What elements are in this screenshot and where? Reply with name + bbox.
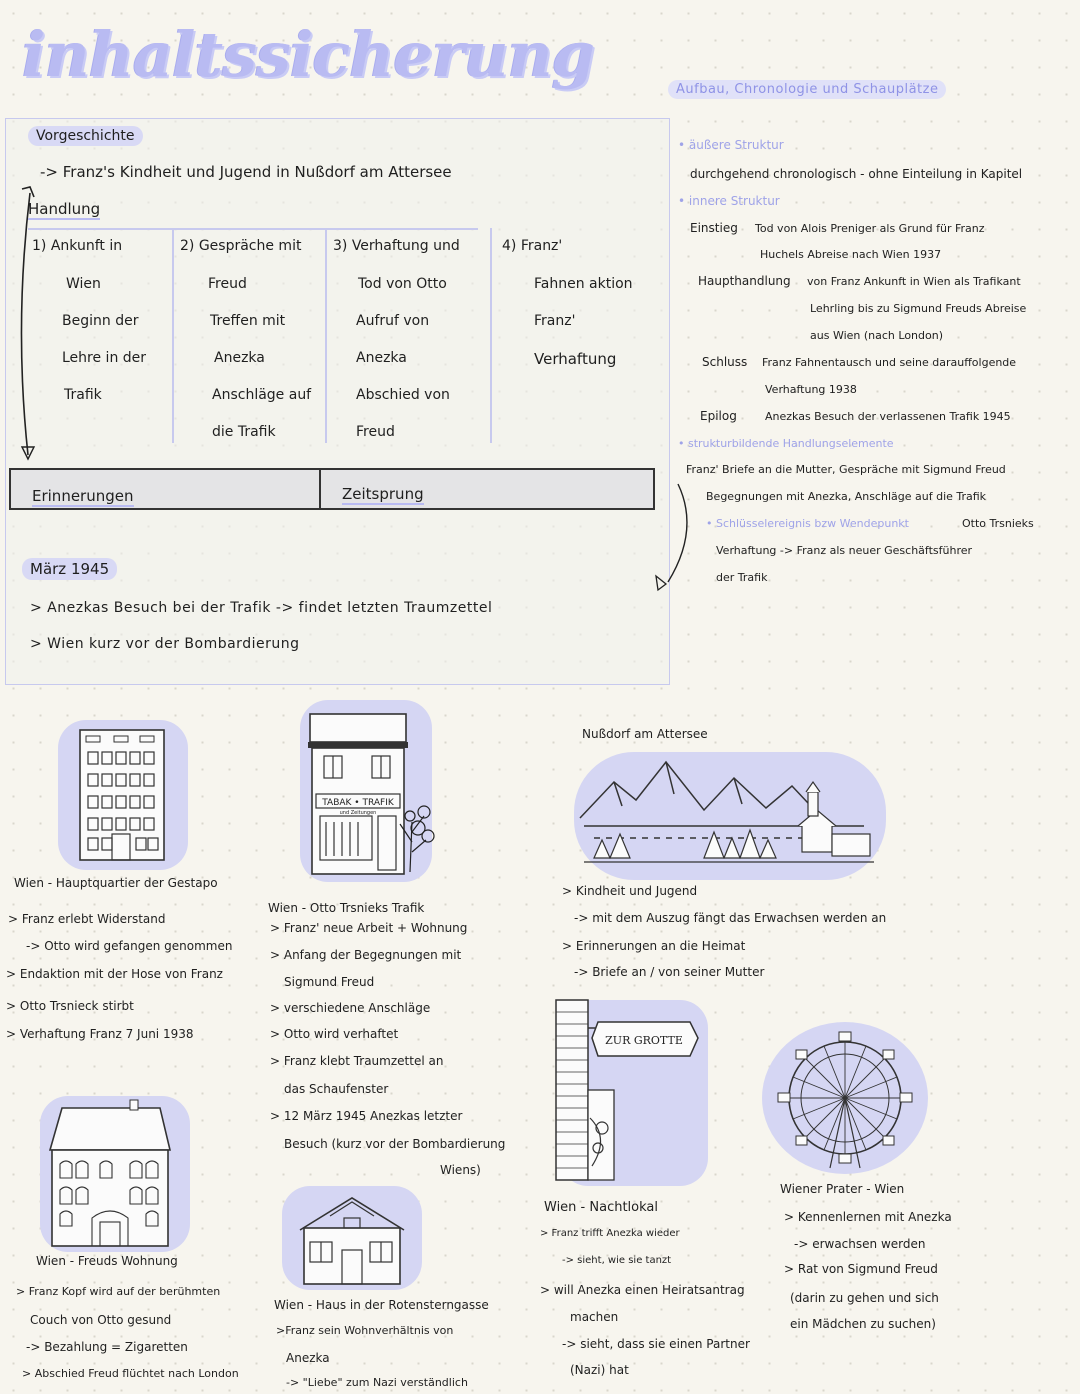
trafik-line: > Franz klebt Traumzettel an bbox=[270, 1054, 444, 1068]
haus-caption: Wien - Haus in der Rotensterngasse bbox=[274, 1298, 489, 1312]
maerz-label: März 1945 bbox=[22, 558, 117, 580]
schluessel-label: • Schlüsselereignis bzw Wendepunkt bbox=[706, 517, 909, 530]
prater-line: > Kennenlernen mit Anezka bbox=[784, 1210, 952, 1224]
row-line: Tod von Alois Preniger als Grund für Franz bbox=[755, 222, 985, 235]
schluessel-line: der Trafik bbox=[716, 571, 768, 584]
row-line: Lehrling bis zu Sigmund Freuds Abreise bbox=[810, 302, 1027, 315]
aeussere-text: durchgehend chronologisch - ohne Einteilung in Kapitel bbox=[690, 167, 1023, 181]
nussdorf-landscape-drawing bbox=[574, 748, 884, 872]
column-line: Freud bbox=[356, 424, 395, 440]
row-line: Franz Fahnentausch und seine darauffolgende bbox=[762, 356, 1017, 369]
column-line: Lehre in der bbox=[62, 350, 147, 366]
freud-line: > Franz Kopf wird auf der berühmten bbox=[16, 1285, 221, 1298]
column-line: Trafik bbox=[64, 387, 102, 403]
nachtlokal-caption: Wien - Nachtlokal bbox=[544, 1200, 658, 1215]
maerz-line: > Anezkas Besuch bei der Trafik -> findet letzten Traumzettel bbox=[30, 600, 493, 616]
column-line: Wien bbox=[66, 276, 101, 292]
nussdorf-line: -> Briefe an / von seiner Mutter bbox=[574, 965, 765, 979]
gestapo-line: > Otto Trsnieck stirbt bbox=[6, 999, 134, 1013]
handlung-label: Handlung bbox=[28, 200, 101, 218]
strukt-line: Franz' Briefe an die Mutter, Gespräche mit Sigmund Freud bbox=[686, 463, 1006, 476]
column-heading: 2) Gespräche mit bbox=[180, 238, 302, 254]
column-line: die Trafik bbox=[212, 424, 276, 440]
row-line: Verhaftung 1938 bbox=[765, 383, 857, 396]
freud-line: -> Bezahlung = Zigaretten bbox=[26, 1340, 188, 1354]
gestapo-line: > Endaktion mit der Hose von Franz bbox=[6, 967, 223, 981]
column-line: Franz' bbox=[534, 313, 576, 329]
freud-line: Couch von Otto gesund bbox=[30, 1313, 172, 1327]
trafik-line: Sigmund Freud bbox=[284, 975, 375, 989]
row-key: Epilog bbox=[700, 409, 737, 423]
nachtlokal-drawing bbox=[550, 998, 710, 1184]
gestapo-caption: Wien - Hauptquartier der Gestapo bbox=[14, 876, 218, 890]
row-line: von Franz Ankunft in Wien als Trafikant bbox=[807, 275, 1021, 288]
nussdorf-line: > Erinnerungen an die Heimat bbox=[562, 939, 746, 953]
prater-caption: Wiener Prater - Wien bbox=[780, 1182, 905, 1196]
prater-line: > Rat von Sigmund Freud bbox=[784, 1262, 938, 1276]
column-line: Freud bbox=[208, 276, 247, 292]
schluessel-line: Verhaftung -> Franz als neuer Geschäftsführer bbox=[716, 544, 973, 557]
nachtlokal-sign-text: ZUR GROTTE bbox=[605, 1034, 683, 1047]
trafik-shop-drawing bbox=[306, 712, 438, 878]
haus-line: -> "Liebe" zum Nazi verständlich bbox=[286, 1376, 468, 1389]
nachtlokal-line: (Nazi) hat bbox=[570, 1363, 629, 1377]
trafik-line: > Anfang der Begegnungen mit bbox=[270, 948, 462, 962]
trafik-line: > 12 März 1945 Anezkas letzter bbox=[270, 1109, 463, 1123]
col-divider bbox=[325, 228, 327, 443]
nachtlokal-line: -> sieht, dass sie einen Partner bbox=[562, 1337, 750, 1351]
innere-label: • innere Struktur bbox=[678, 194, 780, 208]
nussdorf-line: > Kindheit und Jugend bbox=[562, 884, 698, 898]
rotensterngasse-house-drawing bbox=[290, 1192, 414, 1288]
col-divider bbox=[490, 228, 492, 443]
trafik-sign-subtext: und Zeitungen bbox=[339, 810, 377, 816]
nussdorf-caption: Nußdorf am Attersee bbox=[582, 727, 708, 741]
handlung-rule bbox=[28, 228, 478, 230]
connector-arrow bbox=[650, 470, 700, 590]
schluessel-tail: Otto Trsnieks bbox=[962, 517, 1034, 530]
prater-line: ein Mädchen zu suchen) bbox=[790, 1317, 936, 1331]
nachtlokal-line: -> sieht, wie sie tanzt bbox=[562, 1255, 672, 1266]
column-line: Beginn der bbox=[62, 313, 139, 329]
row-line: aus Wien (nach London) bbox=[810, 329, 943, 342]
row-line: Huchels Abreise nach Wien 1937 bbox=[760, 248, 942, 261]
trafik-line: > Franz' neue Arbeit + Wohnung bbox=[270, 921, 468, 935]
strukt-label: • strukturbildende Handlungselemente bbox=[678, 437, 894, 450]
column-line: Aufruf von bbox=[356, 313, 430, 329]
subtitle: Aufbau, Chronologie und Schauplätze bbox=[668, 80, 946, 99]
prater-wheel-drawing bbox=[770, 1028, 920, 1173]
column-line: Anezka bbox=[214, 350, 265, 366]
trafik-line: Besuch (kurz vor der Bombardierung bbox=[284, 1137, 506, 1151]
row-key: Einstieg bbox=[690, 221, 738, 235]
column-line: Tod von Otto bbox=[358, 276, 447, 292]
vorgeschichte-label: Vorgeschichte bbox=[28, 126, 143, 146]
freud-house-drawing bbox=[46, 1100, 176, 1250]
nachtlokal-line: machen bbox=[570, 1310, 619, 1324]
aeussere-label: • äußere Struktur bbox=[678, 138, 784, 152]
trafik-line: das Schaufenster bbox=[284, 1082, 389, 1096]
row-key: Schluss bbox=[702, 355, 748, 369]
column-line: Anschläge auf bbox=[212, 387, 312, 403]
flow-arrow bbox=[12, 185, 42, 465]
column-line: Fahnen aktion bbox=[534, 276, 633, 292]
freud-caption: Wien - Freuds Wohnung bbox=[36, 1254, 178, 1268]
vorgeschichte-text: -> Franz's Kindheit und Jugend in Nußdorf am Attersee bbox=[40, 163, 452, 181]
gestapo-line: > Franz erlebt Widerstand bbox=[8, 912, 166, 926]
column-line: Treffen mit bbox=[210, 313, 286, 329]
bar-right-label: Zeitsprung bbox=[342, 485, 424, 503]
freud-line: > Abschied Freud flüchtet nach London bbox=[22, 1367, 239, 1380]
column-heading: 1) Ankunft in bbox=[32, 238, 123, 254]
column-heading: 4) Franz' bbox=[502, 238, 563, 254]
haus-line: >Franz sein Wohnverhältnis von bbox=[276, 1324, 454, 1337]
nachtlokal-line: > Franz trifft Anezka wieder bbox=[540, 1228, 680, 1239]
page-title: inhaltssicherung bbox=[22, 18, 594, 91]
strukt-line: Begegnungen mit Anezka, Anschläge auf die Trafik bbox=[706, 490, 987, 503]
maerz-line: > Wien kurz vor der Bombardierung bbox=[30, 636, 300, 652]
column-line: Verhaftung bbox=[534, 350, 617, 368]
prater-line: -> erwachsen werden bbox=[794, 1237, 926, 1251]
nussdorf-line: -> mit dem Auszug fängt das Erwachsen werden an bbox=[574, 911, 887, 925]
trafik-caption: Wien - Otto Trsnieks Trafik bbox=[268, 901, 425, 915]
column-heading: 3) Verhaftung und bbox=[333, 238, 460, 254]
nachtlokal-line: > will Anezka einen Heiratsantrag bbox=[540, 1283, 745, 1297]
haus-line: Anezka bbox=[286, 1351, 330, 1365]
trafik-line: > verschiedene Anschläge bbox=[270, 1001, 431, 1015]
column-line: Anezka bbox=[356, 350, 407, 366]
row-key: Haupthandlung bbox=[698, 274, 791, 288]
gestapo-line: > Verhaftung Franz 7 Juni 1938 bbox=[6, 1027, 194, 1041]
prater-line: (darin zu gehen und sich bbox=[790, 1291, 939, 1305]
row-line: Anezkas Besuch der verlassenen Trafik 1945 bbox=[765, 410, 1011, 423]
gestapo-line: -> Otto wird gefangen genommen bbox=[26, 939, 233, 953]
column-line: Abschied von bbox=[356, 387, 450, 403]
trafik-sign-text: TABAK • TRAFIK bbox=[322, 798, 394, 808]
trafik-line: > Otto wird verhaftet bbox=[270, 1027, 399, 1041]
gestapo-building-drawing bbox=[78, 728, 168, 864]
bar-left-label: Erinnerungen bbox=[32, 487, 134, 505]
trafik-line: Wiens) bbox=[440, 1163, 481, 1177]
col-divider bbox=[172, 228, 174, 443]
